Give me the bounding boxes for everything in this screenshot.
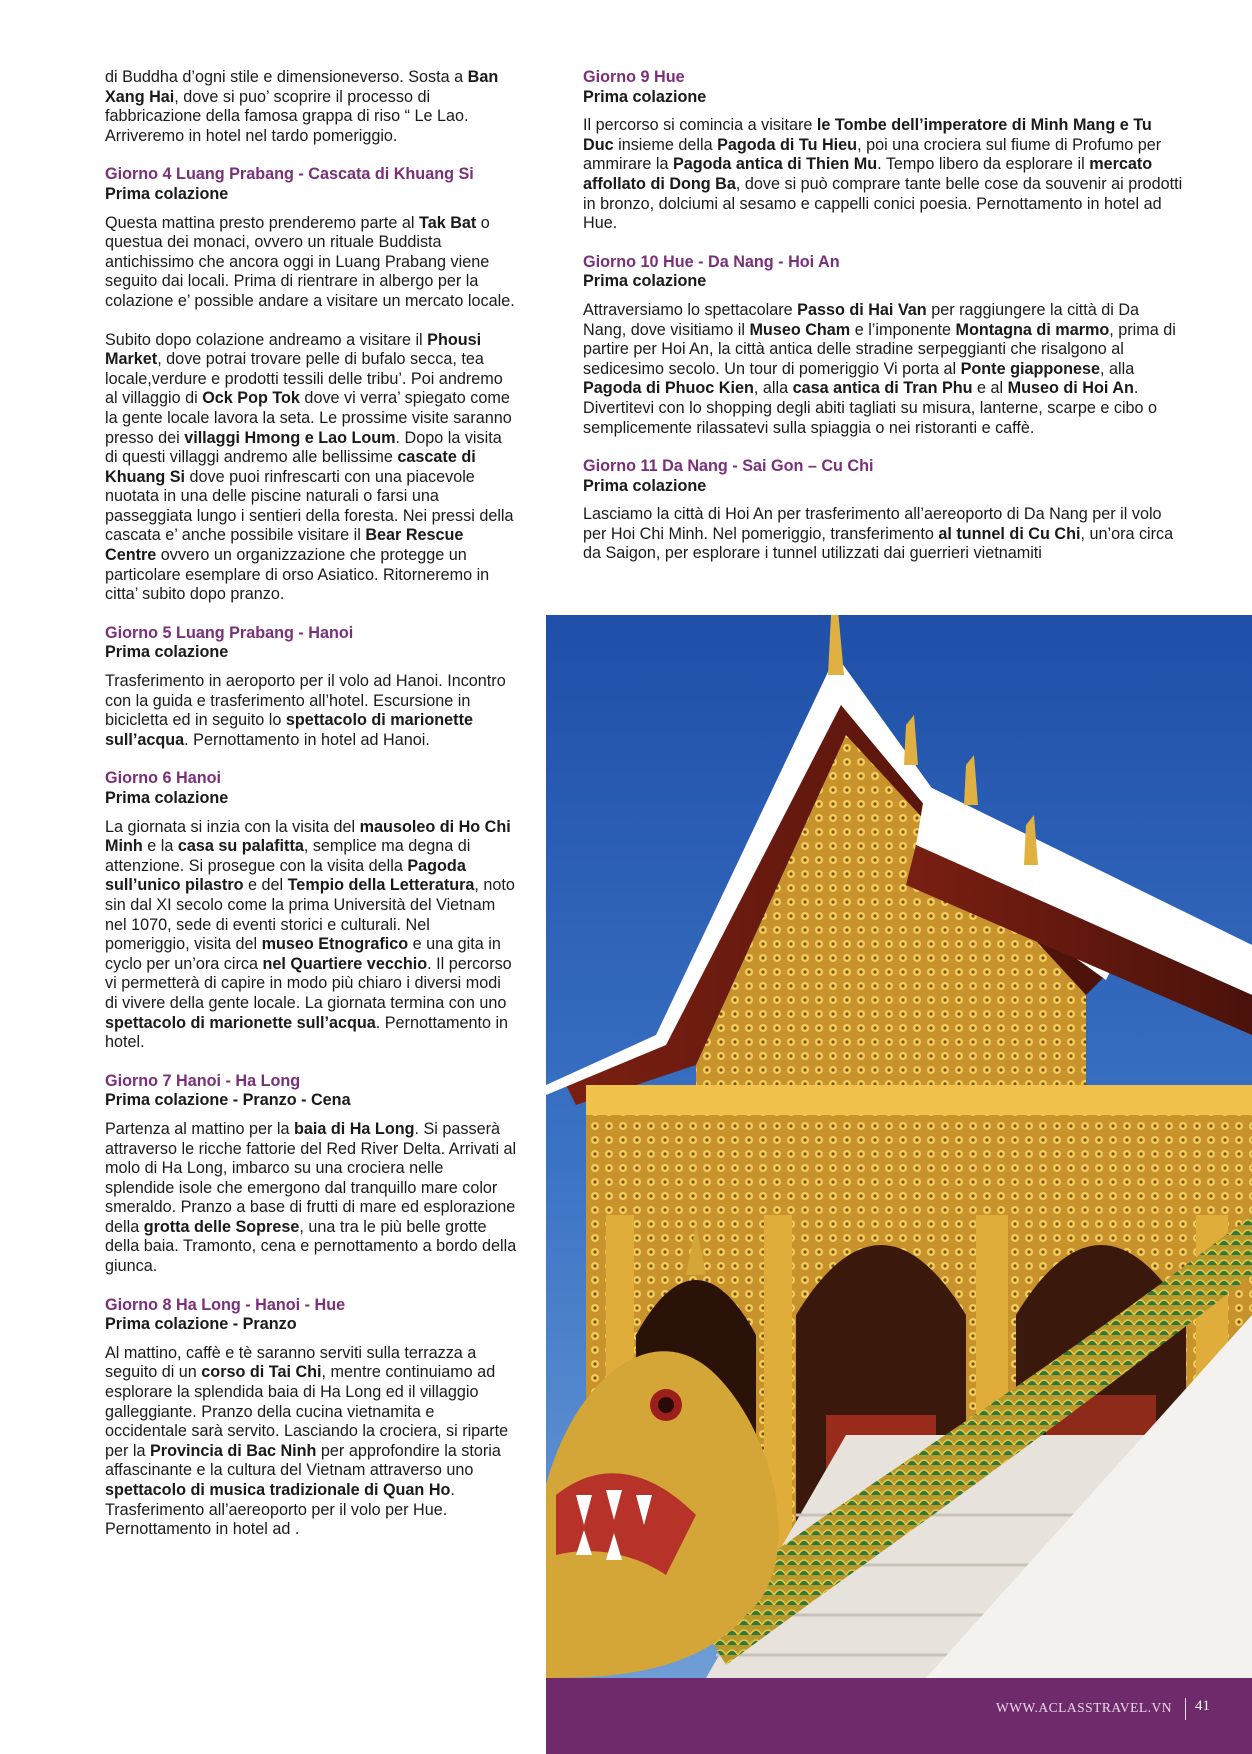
text: , alla	[753, 379, 793, 398]
day-meals: Prima colazione - Pranzo	[105, 1315, 297, 1334]
day-paragraph	[105, 331, 517, 605]
bold-text: spettacolo di marionette sull’acqua	[105, 711, 473, 749]
text: Attraversiamo lo spettacolare	[583, 300, 798, 319]
text: , dove si puo’ scoprire il processo di fabbricazione della famosa grappa di riso “ Le Lao. Arriveremo in hotel nel tardo pomeriggio.	[105, 87, 469, 145]
day-title: Giorno 5 Luang Prabang - Hanoi	[105, 623, 354, 642]
day-section	[105, 165, 517, 604]
text: . Trasferimento all’aereoporto per il volo per Hue. Pernottamento in hotel ad .	[105, 1481, 455, 1539]
text: Trasferimento in aeroporto per il volo ad Hanoi. Incontro con la guida e trasferimento all’hotel. Escursione in bicicletta ed in seguito lo	[105, 672, 506, 730]
bold-text: Provincia di Bac Ninh	[150, 1441, 317, 1460]
text: Lasciamo la città di Hoi An per trasferimento all’aereoporto di Da Nang per il volo per Hoi Chi Minh. Nel pomeriggio, transferimento	[583, 505, 1162, 543]
bold-text: grotta delle Soprese	[143, 1217, 300, 1236]
day-meals: Prima colazione	[105, 643, 229, 662]
bold-text: casa antica di Tran Phu	[792, 379, 973, 398]
text: , dove potrai trovare pelle di bufalo secca, tea locale,verdure e prodotti tessili delle tribu’. Poi andremo al villaggio di	[105, 350, 503, 408]
day-paragraph	[105, 818, 517, 1053]
bold-text: Pagoda antica di Thien Mu	[672, 155, 878, 174]
day-section	[583, 457, 1183, 564]
bold-text: Museo Cham	[749, 320, 851, 339]
text: e l’imponente	[850, 320, 956, 339]
bold-text: villaggi Hmong e Lao Loum	[184, 428, 396, 447]
text: . Il percorso vi permetterà di capire in modo più chiaro i diversi modi di vivere della gente locale. La giornata termina con uno	[105, 954, 512, 1012]
bold-text: le Tombe dell’imperatore di Minh Mang e Tu Duc	[583, 116, 1152, 154]
intro-paragraph	[105, 68, 517, 146]
text: , una tra le più belle grotte della baia. Tramonto, cena e pernottamento a bordo della giunca.	[105, 1217, 517, 1276]
day-title: Giorno 9 Hue	[583, 68, 685, 86]
text: . Tempo libero da esplorare il	[877, 155, 1090, 174]
text: insieme della	[613, 135, 718, 154]
bold-text: Bear Rescue Centre	[105, 526, 464, 565]
text: . Divertitevi con lo shopping degli abiti tagliati su misura, lanterne, scarpe e cibo o semplicemente rilassatevi sulla spiaggia o nei ristoranti e caffè.	[583, 379, 1158, 437]
bold-text: al tunnel di Cu Chi	[938, 524, 1081, 543]
bold-text: Museo di Hoi An	[1007, 379, 1134, 398]
text: Il percorso si comincia a visitare	[583, 116, 817, 135]
text: , alla	[1100, 359, 1135, 378]
bold-text: Pagoda sull’unico pilastro	[105, 856, 466, 895]
text: , poi una crociera sul fiume di Profumo per ammirare la	[583, 135, 1162, 174]
day-paragraph	[105, 214, 517, 312]
day-meals: Prima colazione	[583, 87, 707, 106]
bold-text: spettacolo di musica tradizionale di Quan Ho	[105, 1481, 451, 1499]
footer-separator	[1185, 1698, 1186, 1720]
bold-text: Ock Pop Tok	[202, 389, 300, 408]
text: dove puoi rinfrescarti con una piacevole nuotata in una delle piscine naturali o farsi una passeggiata lungo i sentieri della foresta. Nei pressi della cascata e’ anche possibile visitare il	[105, 467, 514, 545]
bold-text: Ponte giapponese	[960, 359, 1101, 378]
day-meals: Prima colazione	[583, 476, 707, 495]
bold-text: casa su palafitta	[177, 837, 304, 856]
text: , dove si può comprare tante belle cose da souvenir ai prodotti in bronzo, dolciumi al sesamo e cappelli conici poesia. Pernottamento in hotel ad Hue.	[583, 174, 1183, 233]
text: e una gita in cyclo per un’ora circa	[105, 935, 501, 973]
day-title: Giorno 10 Hue - Da Nang - Hoi An	[583, 252, 840, 271]
day-section	[583, 253, 1183, 438]
text: . Dopo la visita di questi villaggi andremo alle bellissime	[105, 428, 502, 467]
temple-photo	[546, 615, 1252, 1678]
bold-text: Montagna di marmo	[955, 320, 1110, 339]
text: Questa mattina presto prenderemo parte al	[105, 213, 420, 232]
bold-text: mercato affollato di Dong Ba	[583, 155, 1153, 193]
day-section	[105, 624, 517, 751]
bold-text: baia di Ha Long	[293, 1119, 415, 1138]
footer-band	[546, 1678, 1252, 1754]
text: Subito dopo colazione andreamo a visitare il	[105, 330, 428, 349]
day-section	[583, 68, 1183, 234]
footer-url[interactable]: WWW.ACLASSTRAVEL.VN	[995, 1700, 1172, 1715]
text: , noto sin dal XI secolo come la prima Università del Vietnam nel 1070, sede di eventi storici e culturali. Nel pomeriggio, visita del	[105, 876, 515, 954]
bold-text: nel Quartiere vecchio	[262, 954, 428, 973]
bold-text: Phousi Market	[105, 330, 482, 369]
bold-text: spettacolo di marionette sull’acqua	[105, 1013, 376, 1032]
day-meals: Prima colazione	[583, 272, 707, 291]
bold-text: corso di Tai Chi	[201, 1363, 322, 1382]
text: , semplice ma degna di attenzione. Si prosegue con la visita della	[105, 837, 471, 875]
bold-text: Tak Bat	[419, 213, 477, 232]
bold-text: mausoleo di Ho Chi Minh	[105, 817, 511, 856]
text: e la	[142, 837, 178, 856]
text: . Si passerà attraverso le ricche fattorie del Red River Delta. Arrivati al molo di Ha Long, imbarco su una crociera nelle splendide isole che emergono dal tranquillo mare color smeraldo. Pranzo a base di frutti di mare ed esplorazione della	[105, 1119, 517, 1236]
bold-text: Pagoda di Phuoc Kien	[583, 379, 754, 398]
day-title: Giorno 8 Ha Long - Hanoi - Hue	[105, 1295, 346, 1314]
text: , un’ora circa da Saigon, per esplorare i tunnel utilizzati dai guerrieri vietnamiti	[583, 524, 1174, 563]
text: ovvero un organizzazione che protegge un particolare esemplare di orso Asiatico. Ritorneremo in citta’ subito dopo pranzo.	[105, 546, 490, 604]
bold-text: cascate di Khuang Si	[105, 448, 476, 486]
text: per approfondire la storia affascinante e la cultura del Vietnam attraverso uno	[105, 1441, 501, 1480]
bold-text: Tempio della Letteratura	[287, 876, 475, 895]
day-section	[105, 1072, 517, 1277]
day-paragraph	[583, 505, 1183, 564]
bold-text: museo Etnografico	[261, 935, 409, 954]
day-title: Giorno 4 Luang Prabang - Cascata di Khuang Si	[105, 165, 474, 184]
text: e al	[972, 379, 1008, 398]
bold-text: Ban Xang Hai	[105, 68, 499, 106]
text: Al mattino, caffè e tè saranno serviti sulla terrazza a seguito di un	[105, 1343, 477, 1382]
text: dove vi verra’ spiegato come la gente locale lavora la seta. Le prossime visite saranno presso dei	[105, 389, 512, 447]
text: e del	[243, 876, 288, 895]
text: per raggiungere la città di Da Nang, dove visitiamo il	[583, 300, 1140, 339]
text: . Pernottamento in hotel.	[105, 1013, 509, 1052]
right-itinerary	[583, 68, 1183, 564]
left-column	[105, 68, 517, 1559]
right-column	[583, 68, 1183, 583]
day-paragraph	[583, 116, 1183, 234]
text: , prima di partire per Hoi An, la città antica delle stradine serpeggianti che risalgono al sedicesimo secolo. Un tour di pomeriggio Vi porta al	[583, 320, 1176, 378]
day-title: Giorno 7 Hanoi - Ha Long	[105, 1071, 301, 1090]
page-number: 41	[1195, 1698, 1210, 1714]
day-paragraph	[105, 1120, 517, 1277]
day-title: Giorno 6 Hanoi	[105, 769, 222, 788]
text: . Pernottamento in hotel ad Hanoi.	[184, 730, 430, 749]
text: di Buddha d’ogni stile e dimensioneverso. Sosta a	[105, 68, 468, 86]
text: Partenza al mattino per la	[105, 1119, 294, 1138]
day-paragraph	[583, 301, 1183, 438]
text: La giornata si inzia con la visita del	[105, 817, 360, 836]
day-meals: Prima colazione	[105, 789, 229, 807]
text: , mentre continuiamo ad esplorare la splendida baia di Ha Long ed il villaggio galleggiante. Pranzo della cucina vietnamita e occidentale sarà servito. Lasciando la crociera, si riparte per la	[105, 1363, 509, 1460]
day-section	[105, 769, 517, 1052]
left-itinerary	[105, 165, 517, 1539]
day-section	[105, 1296, 517, 1540]
day-paragraph	[105, 1344, 517, 1540]
day-paragraph	[105, 672, 517, 750]
day-meals: Prima colazione	[105, 184, 229, 203]
bold-text: Pagoda di Tu Hieu	[717, 135, 858, 154]
day-title: Giorno 11 Da Nang - Sai Gon – Cu Chi	[583, 457, 874, 476]
text: o questua dei monaci, ovvero un rituale Buddista antichissimo che ancora oggi in Luang Prabang viene seguito dai locali. Prima di rientrare in albergo per la colazione e’ possible andare a visitare un mercato locale.	[105, 213, 515, 310]
day-meals: Prima colazione - Pranzo - Cena	[105, 1091, 351, 1110]
bold-text: Passo di Hai Van	[797, 300, 927, 319]
